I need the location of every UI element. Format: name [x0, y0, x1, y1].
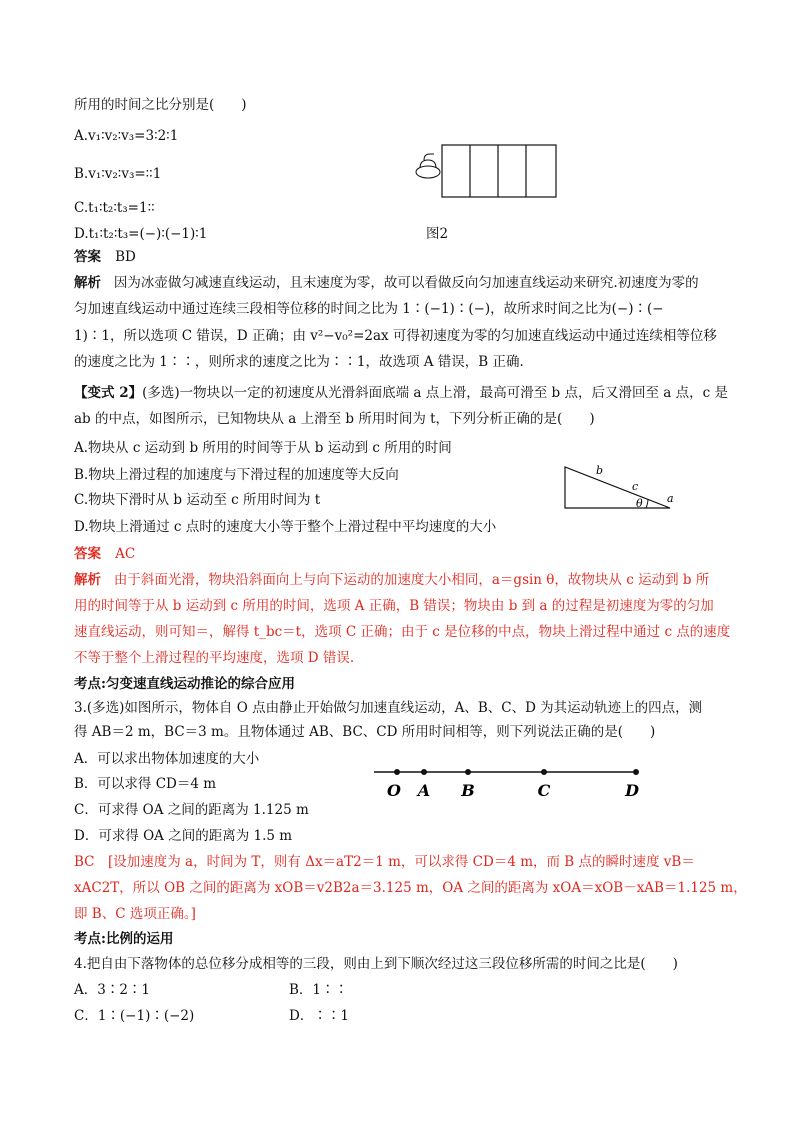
variant-stem-text: ab 的中点，如图所示，已知物块从 a 上滑至 b 所用时间为 t，下列分析正确的是( ) [74, 411, 595, 427]
q3-option-a: A．可以求出物体加速度的大小 [74, 751, 260, 767]
q3-stem: 3.(多选)如图所示，物体自 O 点由静止开始做匀加速直线运动，A、B、C、D 为其运动轨迹上的四点，测 [74, 700, 703, 716]
incline-figure [560, 462, 690, 512]
answer-label: 答案 [74, 249, 101, 265]
variant-answer-line [74, 545, 135, 563]
point-b-dot [465, 769, 471, 775]
track-outline [442, 145, 556, 197]
point-a-dot [421, 769, 427, 775]
label-theta: θ [636, 497, 643, 510]
q4-stem: 4.把自由下落物体的总位移分成相等的三段，则由上到下顺次经过这三段位移所需的时间之比是( ) [74, 956, 678, 972]
point-c-label: C [537, 781, 551, 800]
variant-analysis-text: 速直线运动，则可知＝，解得 t_bc＝t，选项 C 正确；由于 c 是位移的中点，物块上滑过程中通过 c 点的速度 [74, 624, 731, 640]
angle-arc [646, 499, 648, 508]
analysis-label: 解析 [74, 275, 101, 291]
point-c-dot [541, 769, 547, 775]
point-d-label: D [625, 781, 639, 800]
variant-option-c: C.物块下滑时从 b 运动至 c 所用时间为 t [74, 492, 321, 508]
figure-caption: 图2 [426, 226, 449, 242]
topic-heading: 考点:匀变速直线运动推论的综合应用 [74, 676, 295, 692]
variant-analysis-text: 用的时间等于从 b 运动到 c 所用的时间，选项 A 正确，B 错误；物块由 b 到 a 的过程是初速度为零的匀加 [74, 598, 714, 614]
variant-stem [74, 384, 728, 402]
point-o-dot [394, 769, 400, 775]
label-a: a [667, 492, 674, 505]
variant-option-d: D.物块上滑通过 c 点时的速度大小等于整个上滑过程中平均速度的大小 [74, 519, 497, 535]
curling-track-figure [412, 140, 562, 200]
variant-analysis-text: 不等于整个上滑过程的平均速度，选项 D 错误. [74, 650, 355, 666]
point-a-label: A [417, 781, 431, 800]
variant-analysis-label: 解析 [74, 572, 101, 588]
analysis-text: 1)∶1，所以选项 C 错误，D 正确；由 v²−v₀²=2ax 可得初速度为零的匀加速直线运动中通过连续相等位移 [74, 328, 717, 344]
question-stem-tail: 所用的时间之比分别是( ) [74, 97, 247, 113]
variant-option-a: A.物块从 c 运动到 b 所用的时间等于从 b 运动到 c 所用的时间 [74, 440, 452, 456]
variant-answer-value: AC [115, 546, 136, 562]
topic-heading: 考点:比例的运用 [74, 931, 174, 947]
incline-triangle [565, 467, 670, 508]
variant-stem-text: (多选)一物块以一定的初速度从光滑斜面底端 a 点上滑，最高可滑至 b 点，后又滑回至 a 点，c 是 [142, 385, 728, 401]
point-b-label: B [461, 781, 475, 800]
analysis-text: 的速度之比为 1∶∶，则所求的速度之比为∶∶1，故选项 A 错误，B 正确. [74, 354, 524, 370]
analysis-line [74, 274, 699, 292]
q4-option-a: A．3∶2∶1 [74, 982, 151, 998]
analysis-text: 匀加速直线运动中通过连续三段相等位移的时间之比为 1∶(−1)∶(−)，故所求时间之比为(−)∶(− [74, 301, 664, 317]
option-c: C.t₁∶t₂∶t₃=1∶∶ [74, 200, 155, 216]
option-d: D.t₁∶t₂∶t₃=(−)∶(−1)∶1 [74, 226, 208, 242]
q3-answer: 即 B、C 选项正确。] [74, 906, 196, 922]
label-c: c [632, 480, 639, 493]
q4-option-d: D．∶∶1 [289, 1008, 349, 1024]
q4-option-c: C．1∶(−1)∶(−2) [74, 1008, 195, 1024]
point-o-label: O [387, 781, 401, 800]
variant-tag: 【变式 2】 [74, 385, 143, 401]
label-b: b [596, 464, 604, 477]
variant-analysis-line [74, 571, 709, 589]
variant-option-b: B.物块上滑过程的加速度与下滑过程的加速度等大反向 [74, 467, 399, 483]
q3-option-c: C．可求得 OA 之间的距离为 1.125 m [74, 802, 309, 818]
q4-option-b: B．1∶∶ [289, 982, 349, 998]
point-d-dot [633, 769, 639, 775]
answer-value: BD [115, 249, 136, 265]
motion-track-figure [370, 760, 650, 802]
answer-line [74, 248, 136, 266]
analysis-text: 因为冰壶做匀减速直线运动，且末速度为零，故可以看做反向匀加速直线运动来研究.初速度为零的 [113, 275, 699, 291]
variant-analysis-text: 由于斜面光滑，物块沿斜面向上与向下运动的加速度大小相同，a＝gsin θ，故物块从 c 运动到 b 所 [113, 572, 710, 588]
q3-stem: 得 AB＝2 m，BC＝3 m。且物体通过 AB、BC、CD 所用时间相等，则下列说法正确的是( ) [74, 724, 656, 740]
q3-option-b: B．可以求得 CD＝4 m [74, 776, 217, 792]
variant-answer-label: 答案 [74, 546, 101, 562]
option-a: A.v₁∶v₂∶v₃=3∶2∶1 [74, 128, 179, 144]
q3-answer: xAC2T，所以 OB 之间的距离为 xOB＝v2B2a＝3.125 m，OA 之间的距离为 xOA＝xOB－xAB＝1.125 m， [74, 880, 747, 896]
q3-answer: BC [设加速度为 a，时间为 T，则有 Δx＝aT2＝1 m，可以求得 CD＝4 m，而 B 点的瞬时速度 vB＝ [74, 854, 695, 870]
curling-stone-icon [416, 154, 440, 178]
option-b: B.v₁∶v₂∶v₃=∶∶1 [74, 166, 162, 182]
q3-option-d: D．可求得 OA 之间的距离为 1.5 m [74, 828, 293, 844]
